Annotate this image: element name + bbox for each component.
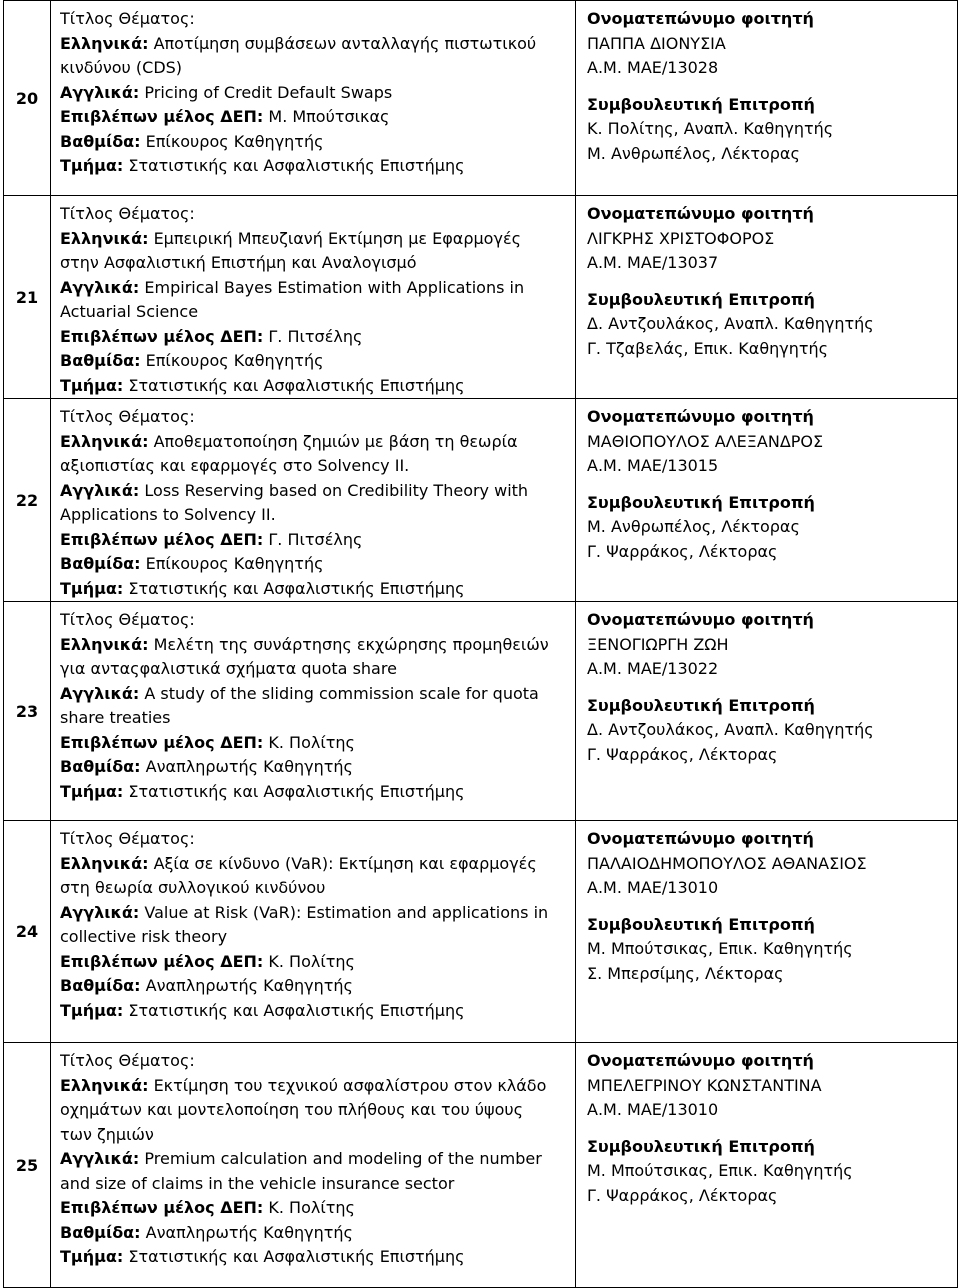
department-label: Τμήμα: bbox=[60, 156, 124, 175]
topic-title-label: Τίτλος Θέματος: bbox=[60, 407, 195, 426]
english-title: Value at Risk (VaR): Estimation and applications in bbox=[144, 902, 549, 922]
supervisor-label: Επιβλέπων μέλος ΔΕΠ: bbox=[60, 529, 264, 549]
student-name-label: Ονοματεπώνυμο φοιτητή bbox=[587, 1051, 814, 1070]
english-title: Pricing of Credit Default Swaps bbox=[144, 82, 393, 102]
department-value: Στατιστικής και Ασφαλιστικής Επιστήμης bbox=[128, 781, 465, 801]
committee-member: Μ. Ανθρωπέλος, Λέκτορας bbox=[587, 143, 800, 163]
student-cell bbox=[576, 1043, 958, 1288]
table-row bbox=[4, 399, 958, 602]
thesis-table bbox=[3, 0, 958, 1288]
student-id: Α.Μ. ΜΑΕ/13015 bbox=[587, 456, 719, 475]
english-label: Αγγλικά: bbox=[60, 902, 140, 922]
row-number: 23 bbox=[4, 602, 51, 821]
student-name: ΜΠΕΛΕΓΡΙΝΟΥ ΚΩΝΣΤΑΝΤΙΝΑ bbox=[587, 1075, 822, 1095]
committee-label: Συμβουλευτική Επιτροπή bbox=[587, 94, 815, 114]
committee-member: Σ. Μπερσίμης, Λέκτορας bbox=[587, 963, 784, 983]
greek-title: Εμπειρική Μπευζιανή Εκτίμηση με Εφαρμογές bbox=[153, 228, 521, 248]
table-row bbox=[4, 1043, 958, 1288]
supervisor-name: Κ. Πολίτης bbox=[268, 732, 355, 752]
student-cell bbox=[576, 1, 958, 196]
department-label: Τμήμα: bbox=[60, 781, 124, 801]
english-title: and size of claims in the vehicle insurance sector bbox=[60, 1173, 455, 1193]
topic-cell bbox=[51, 602, 576, 821]
topic-cell bbox=[51, 196, 576, 399]
topic-title-label: Τίτλος Θέματος: bbox=[60, 9, 195, 28]
student-cell bbox=[576, 196, 958, 399]
department-value: Στατιστικής και Ασφαλιστικής Επιστήμης bbox=[128, 156, 465, 175]
committee-member: Μ. Μπούτσικας, Επικ. Καθηγητής bbox=[587, 1161, 853, 1180]
table-row bbox=[4, 821, 958, 1043]
committee-member: Γ. Ψαρράκος, Λέκτορας bbox=[587, 744, 778, 764]
rank-label: Βαθμίδα: bbox=[60, 1222, 141, 1242]
committee-member: Μ. Μπούτσικας, Επικ. Καθηγητής bbox=[587, 939, 853, 958]
greek-title: Μελέτη της συνάρτησης εκχώρησης προμηθειών bbox=[153, 634, 549, 654]
supervisor-name: Γ. Πιτσέλης bbox=[268, 529, 363, 549]
english-title: A study of the sliding commission scale for quota bbox=[144, 683, 539, 703]
greek-label: Ελληνικά: bbox=[60, 228, 149, 248]
student-name: ΠΑΠΠΑ ΔΙΟΝΥΣΙΑ bbox=[587, 33, 726, 53]
student-name: ΛΙΓΚΡΗΣ ΧΡΙΣΤΟΦΟΡΟΣ bbox=[587, 228, 775, 248]
supervisor-name: Γ. Πιτσέλης bbox=[268, 326, 363, 346]
rank-value: Αναπληρωτής Καθηγητής bbox=[145, 757, 353, 776]
department-value: Στατιστικής και Ασφαλιστικής Επιστήμης bbox=[128, 375, 465, 395]
committee-member: Κ. Πολίτης, Αναπλ. Καθηγητής bbox=[587, 119, 834, 138]
department-value: Στατιστικής και Ασφαλιστικής Επιστήμης bbox=[128, 1000, 465, 1020]
greek-title: Εκτίμηση του τεχνικού ασφαλίστρου στον κλάδο bbox=[153, 1075, 547, 1095]
supervisor-label: Επιβλέπων μέλος ΔΕΠ: bbox=[60, 107, 264, 126]
rank-value: Επίκουρος Καθηγητής bbox=[145, 351, 324, 370]
student-name: ΜΑΘΙΟΠΟΥΛΟΣ ΑΛΕΞΑΝΔΡΟΣ bbox=[587, 431, 824, 451]
table-row bbox=[4, 1, 958, 196]
student-cell bbox=[576, 399, 958, 602]
department-label: Τμήμα: bbox=[60, 1000, 124, 1020]
english-label: Αγγλικά: bbox=[60, 683, 140, 703]
committee-label: Συμβουλευτική Επιτροπή bbox=[587, 695, 815, 715]
topic-cell bbox=[51, 1, 576, 196]
student-name-label: Ονοματεπώνυμο φοιτητή bbox=[587, 204, 814, 223]
rank-value: Επίκουρος Καθηγητής bbox=[145, 554, 324, 573]
greek-label: Ελληνικά: bbox=[60, 33, 149, 53]
row-number: 25 bbox=[4, 1043, 51, 1288]
committee-label: Συμβουλευτική Επιτροπή bbox=[587, 289, 815, 309]
rank-label: Βαθμίδα: bbox=[60, 976, 141, 995]
topic-title-label: Τίτλος Θέματος: bbox=[60, 829, 195, 848]
row-number: 20 bbox=[4, 1, 51, 196]
greek-title: για ανταςφαλιστικά σχήματα quota share bbox=[60, 659, 397, 678]
topic-title-label: Τίτλος Θέματος: bbox=[60, 204, 195, 223]
department-value: Στατιστικής και Ασφαλιστικής Επιστήμης bbox=[128, 1247, 465, 1266]
rank-label: Βαθμίδα: bbox=[60, 554, 141, 573]
greek-title: Αξία σε κίνδυνο (VaR): Εκτίμηση και εφαρμογές bbox=[153, 853, 537, 873]
english-title: Premium calculation and modeling of the number bbox=[144, 1149, 542, 1168]
english-title: Empirical Bayes Estimation with Applications in bbox=[144, 277, 525, 297]
row-number: 22 bbox=[4, 399, 51, 602]
greek-title: Αποθεματοποίηση ζημιών με βάση τη θεωρία bbox=[153, 431, 518, 451]
student-id: Α.Μ. ΜΑΕ/13037 bbox=[587, 253, 719, 272]
table-row bbox=[4, 602, 958, 821]
topic-cell bbox=[51, 399, 576, 602]
english-label: Αγγλικά: bbox=[60, 1149, 140, 1168]
rank-value: Επίκουρος Καθηγητής bbox=[145, 131, 324, 151]
greek-title: κινδύνου (CDS) bbox=[60, 58, 183, 77]
english-title: share treaties bbox=[60, 708, 171, 727]
greek-label: Ελληνικά: bbox=[60, 634, 149, 654]
greek-title: αξιοπιστίας και εφαρμογές στο Solvency II. bbox=[60, 456, 410, 475]
greek-title: των ζημιών bbox=[60, 1124, 154, 1144]
topic-cell bbox=[51, 1043, 576, 1288]
english-title: Actuarial Science bbox=[60, 302, 199, 321]
english-title: Loss Reserving based on Credibility Theory with bbox=[144, 480, 529, 500]
student-name-label: Ονοματεπώνυμο φοιτητή bbox=[587, 9, 814, 28]
student-name: ΠΑΛΑΙΟΔΗΜΟΠΟΥΛΟΣ ΑΘΑΝΑΣΙΟΣ bbox=[587, 853, 867, 873]
department-label: Τμήμα: bbox=[60, 578, 124, 598]
rank-value: Αναπληρωτής Καθηγητής bbox=[145, 976, 353, 995]
greek-title: στη θεωρία συλλογικού κινδύνου bbox=[60, 878, 326, 897]
row-number: 24 bbox=[4, 821, 51, 1043]
topic-title-label: Τίτλος Θέματος: bbox=[60, 1051, 195, 1070]
committee-member: Δ. Αντζουλάκος, Αναπλ. Καθηγητής bbox=[587, 314, 874, 333]
greek-title: Αποτίμηση συμβάσεων ανταλλαγής πιστωτικού bbox=[153, 33, 537, 53]
committee-label: Συμβουλευτική Επιτροπή bbox=[587, 492, 815, 512]
committee-member: Γ. Ψαρράκος, Λέκτορας bbox=[587, 1185, 778, 1205]
supervisor-name: Μ. Μπούτσικας bbox=[268, 107, 390, 126]
supervisor-label: Επιβλέπων μέλος ΔΕΠ: bbox=[60, 326, 264, 346]
english-label: Αγγλικά: bbox=[60, 480, 140, 500]
supervisor-label: Επιβλέπων μέλος ΔΕΠ: bbox=[60, 732, 264, 752]
table-row bbox=[4, 196, 958, 399]
greek-title: στην Ασφαλιστική Επιστήμη και Αναλογισμό bbox=[60, 253, 417, 272]
student-id: Α.Μ. ΜΑΕ/13022 bbox=[587, 659, 719, 678]
rank-label: Βαθμίδα: bbox=[60, 131, 141, 151]
rank-value: Αναπληρωτής Καθηγητής bbox=[145, 1222, 353, 1242]
row-number: 21 bbox=[4, 196, 51, 399]
english-title: collective risk theory bbox=[60, 927, 228, 946]
rank-label: Βαθμίδα: bbox=[60, 757, 141, 776]
english-label: Αγγλικά: bbox=[60, 277, 140, 297]
student-id: Α.Μ. ΜΑΕ/13028 bbox=[587, 58, 719, 77]
committee-label: Συμβουλευτική Επιτροπή bbox=[587, 1136, 815, 1156]
supervisor-label: Επιβλέπων μέλος ΔΕΠ: bbox=[60, 1198, 264, 1217]
committee-member: Γ. Τζαβελάς, Επικ. Καθηγητής bbox=[587, 338, 829, 358]
english-title: Applications to Solvency II. bbox=[60, 505, 276, 524]
student-name: ΞΕΝΟΓΙΩΡΓΗ ΖΩΗ bbox=[587, 634, 729, 654]
greek-label: Ελληνικά: bbox=[60, 431, 149, 451]
greek-label: Ελληνικά: bbox=[60, 1075, 149, 1095]
topic-title-label: Τίτλος Θέματος: bbox=[60, 610, 195, 629]
table-body bbox=[4, 1, 958, 1288]
department-label: Τμήμα: bbox=[60, 1247, 124, 1266]
student-name-label: Ονοματεπώνυμο φοιτητή bbox=[587, 407, 814, 426]
greek-label: Ελληνικά: bbox=[60, 853, 149, 873]
rank-label: Βαθμίδα: bbox=[60, 351, 141, 370]
student-cell bbox=[576, 821, 958, 1043]
department-label: Τμήμα: bbox=[60, 375, 124, 395]
english-label: Αγγλικά: bbox=[60, 82, 140, 102]
student-name-label: Ονοματεπώνυμο φοιτητή bbox=[587, 829, 814, 848]
student-id: Α.Μ. ΜΑΕ/13010 bbox=[587, 878, 719, 897]
student-id: Α.Μ. ΜΑΕ/13010 bbox=[587, 1100, 719, 1119]
supervisor-name: Κ. Πολίτης bbox=[268, 951, 355, 971]
student-cell bbox=[576, 602, 958, 821]
committee-member: Μ. Ανθρωπέλος, Λέκτορας bbox=[587, 517, 800, 536]
committee-member: Δ. Αντζουλάκος, Αναπλ. Καθηγητής bbox=[587, 720, 874, 739]
department-value: Στατιστικής και Ασφαλιστικής Επιστήμης bbox=[128, 578, 465, 598]
student-name-label: Ονοματεπώνυμο φοιτητή bbox=[587, 610, 814, 629]
committee-label: Συμβουλευτική Επιτροπή bbox=[587, 914, 815, 934]
supervisor-name: Κ. Πολίτης bbox=[268, 1198, 355, 1217]
greek-title: οχημάτων και μοντελοποίηση του πλήθους και του ύψους bbox=[60, 1100, 524, 1119]
committee-member: Γ. Ψαρράκος, Λέκτορας bbox=[587, 541, 778, 561]
topic-cell bbox=[51, 821, 576, 1043]
supervisor-label: Επιβλέπων μέλος ΔΕΠ: bbox=[60, 951, 264, 971]
